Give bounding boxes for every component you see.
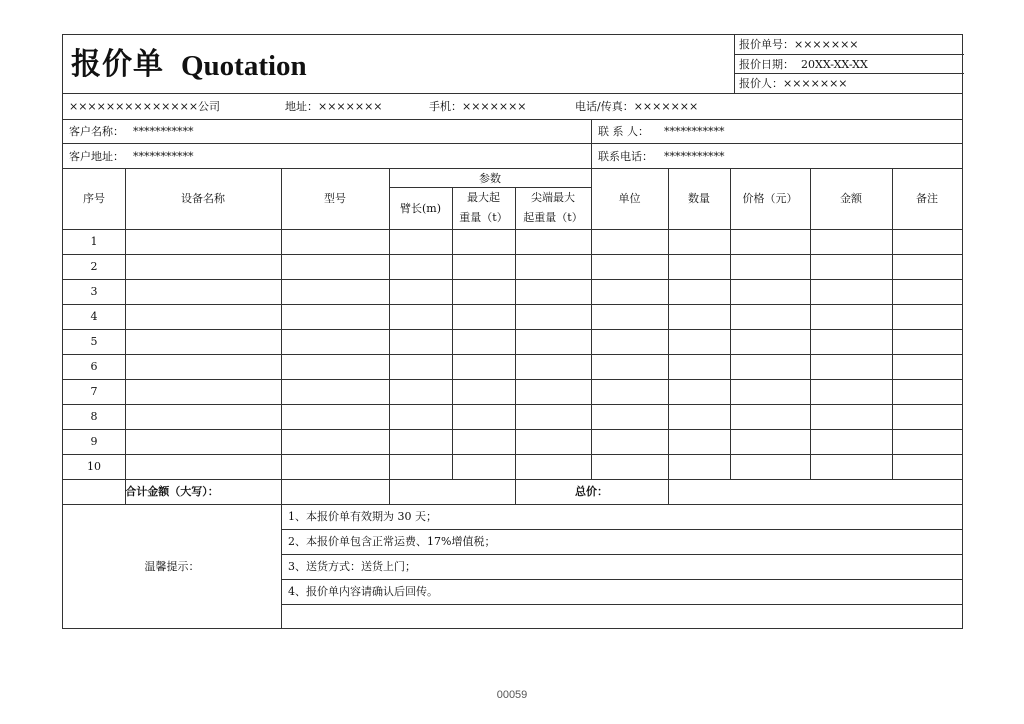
header-remark: 备注 (916, 192, 938, 205)
customer-divider (591, 119, 592, 168)
row-rule (63, 329, 962, 330)
quoter: 报价人：××××××× (739, 77, 848, 90)
header-qty: 数量 (688, 192, 710, 205)
company-name: ××××××××××××××公司 (69, 100, 221, 113)
row-number: 10 (87, 460, 101, 473)
rule-header (63, 93, 962, 94)
note-item: 4、报价单内容请确认后回传。 (288, 585, 438, 598)
note-item: 1、本报价单有效期为 30 天； (288, 510, 437, 523)
title-english: Quotation (181, 50, 307, 82)
customer-name-value: *********** (133, 125, 194, 138)
header-seq: 序号 (83, 192, 105, 205)
row-rule (63, 304, 962, 305)
rule-company (63, 119, 962, 120)
meta-divider (734, 35, 735, 93)
quote-date-value: 20XX-XX-XX (801, 58, 868, 71)
col-line-qty (730, 168, 731, 479)
note-rule (281, 579, 962, 580)
row-number: 7 (90, 385, 98, 398)
page-code: 00059 (496, 689, 528, 701)
title-chinese: 报价单 (71, 47, 164, 82)
rule-customer-2 (63, 168, 962, 169)
row-number: 4 (90, 310, 98, 323)
row-rule (63, 379, 962, 380)
contact-phone-label: 联系电话： (598, 150, 653, 163)
row-rule (63, 354, 962, 355)
row-number: 2 (90, 260, 98, 273)
header-model: 型号 (324, 192, 346, 205)
customer-address-value: *********** (133, 150, 194, 163)
customer-address-label: 客户地址： (69, 150, 124, 163)
col-line-maxload (515, 187, 516, 504)
row-rule-totals (63, 504, 962, 505)
company-phone-fax: 电话/传真：××××××× (575, 100, 699, 113)
col-line-arm (452, 187, 453, 479)
contact-phone-value: *********** (664, 150, 725, 163)
row-rule (63, 479, 962, 480)
row-number: 6 (90, 360, 98, 373)
quote-number: 报价单号：××××××× (739, 38, 859, 51)
row-number: 9 (90, 435, 98, 448)
total-price-label: 总价： (575, 485, 608, 498)
header-tip-load-1: 尖端最大 (531, 191, 575, 204)
meta-line-2 (734, 73, 964, 74)
row-number: 1 (90, 235, 98, 248)
rule-table-header (63, 229, 962, 230)
params-subrule (389, 187, 591, 188)
note-item: 3、送货方式：送货上门； (288, 560, 416, 573)
row-rule (63, 254, 962, 255)
header-amount: 金额 (840, 192, 862, 205)
col-line-amount (892, 168, 893, 479)
total-amount-words-label: 合计金额（大写）： (125, 485, 219, 498)
note-rule (281, 529, 962, 530)
header-device: 设备名称 (181, 192, 225, 205)
contact-value: *********** (664, 125, 725, 138)
header-price: 价格（元） (742, 192, 798, 205)
rule-customer-1 (63, 143, 962, 144)
header-tip-load-2: 起重量（t） (523, 211, 583, 224)
quote-date-label: 报价日期： (739, 58, 794, 71)
row-rule (63, 404, 962, 405)
header-max-load-2: 重量（t） (459, 211, 508, 224)
note-rule (281, 604, 962, 605)
row-number: 5 (90, 335, 98, 348)
company-address: 地址：××××××× (285, 100, 383, 113)
row-rule (63, 454, 962, 455)
header-max-load-1: 最大起 (467, 191, 500, 204)
header-arm-length: 臂长(m) (399, 202, 441, 215)
meta-line-1 (734, 54, 964, 55)
customer-name-label: 客户名称： (69, 125, 124, 138)
row-number: 3 (90, 285, 98, 298)
row-rule (63, 429, 962, 430)
notes-divider (281, 504, 282, 629)
note-item: 2、本报价单包含正常运费、17%增值税； (288, 535, 496, 548)
col-line-tipload (591, 168, 592, 479)
contact-label: 联 系 人： (598, 125, 649, 138)
company-mobile: 手机：××××××× (429, 100, 527, 113)
col-line-price (810, 168, 811, 479)
header-params: 参数 (479, 172, 501, 185)
notes-label: 温馨提示： (144, 560, 200, 573)
row-rule (63, 279, 962, 280)
row-number: 8 (90, 410, 98, 423)
quotation-sheet (62, 34, 963, 629)
note-rule (281, 554, 962, 555)
header-unit: 单位 (618, 192, 641, 205)
